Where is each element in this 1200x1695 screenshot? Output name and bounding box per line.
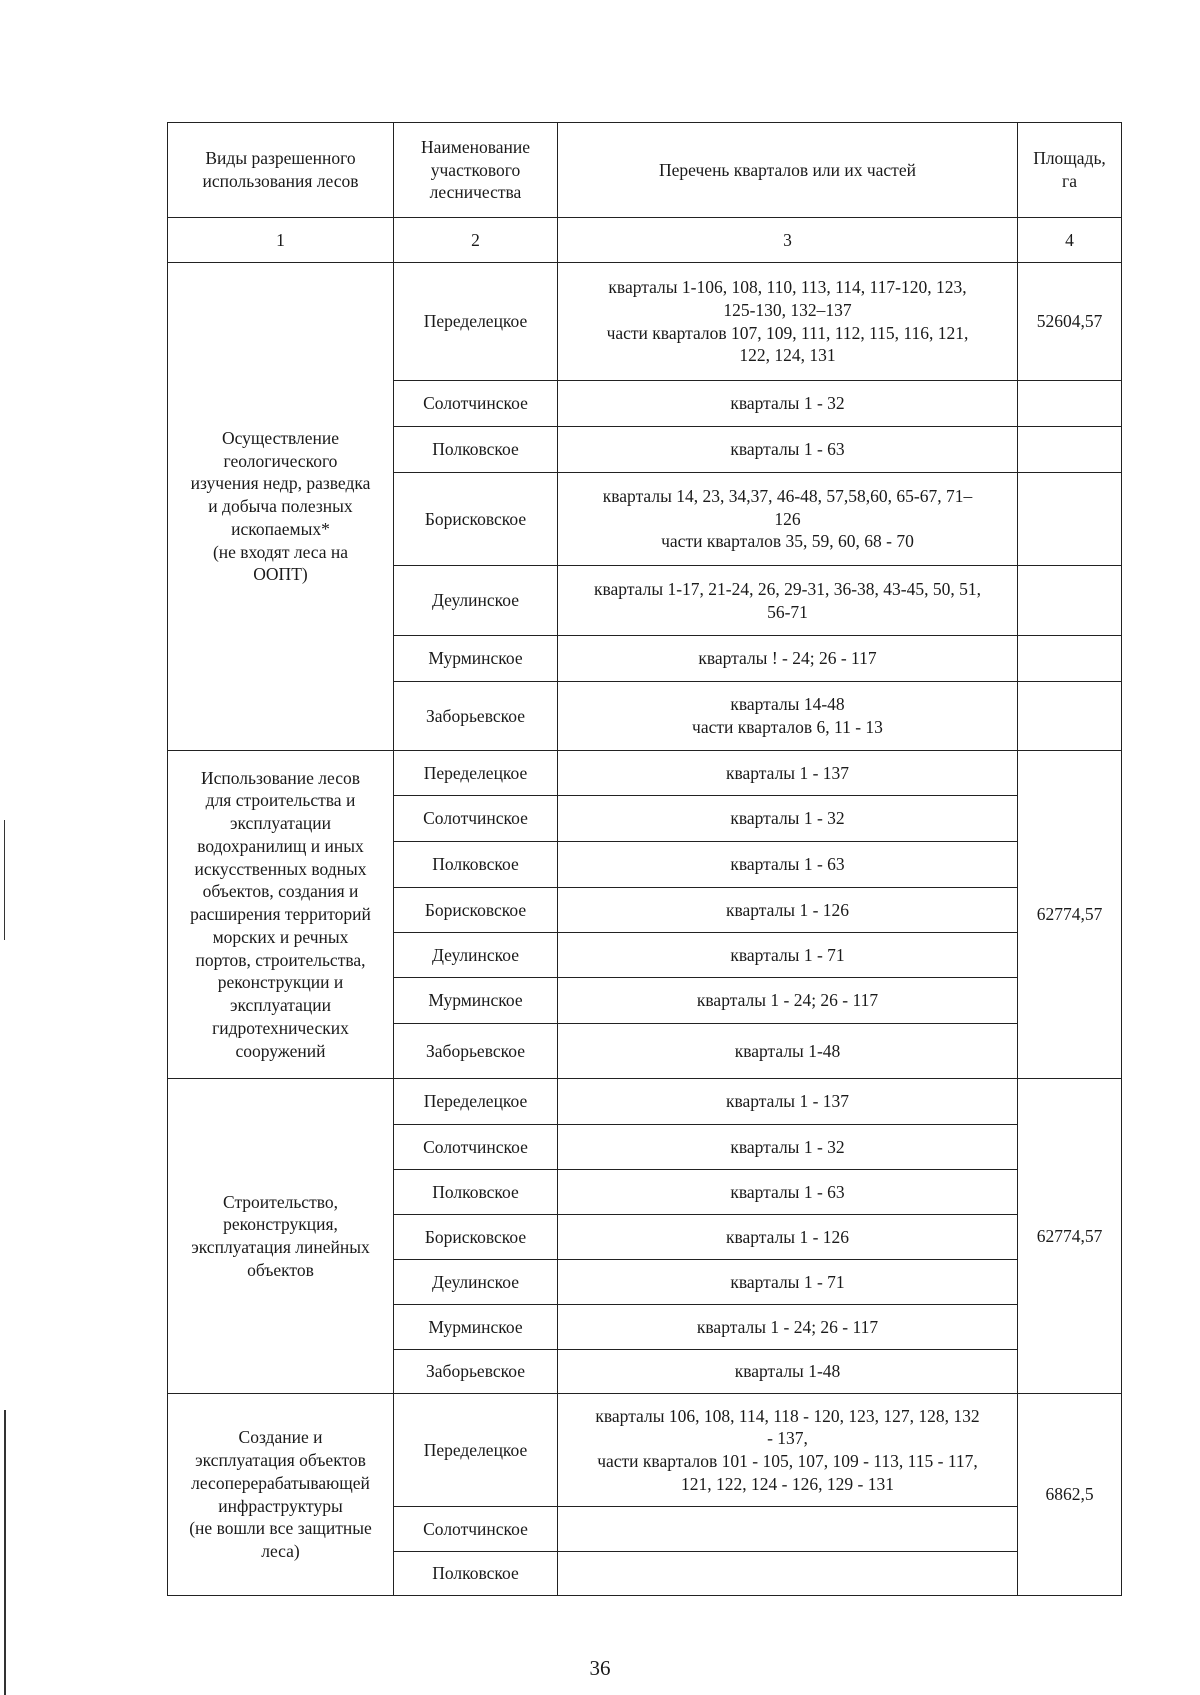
district-cell: Мурминское xyxy=(394,636,558,682)
district-cell: Борисковское xyxy=(394,888,558,933)
area-cell: 62774,57 xyxy=(1018,1079,1122,1394)
header-quarters: Перечень кварталов или их частей xyxy=(558,123,1018,218)
district-cell: Солотчинское xyxy=(394,1507,558,1552)
column-number: 2 xyxy=(394,218,558,263)
district-cell: Борисковское xyxy=(394,1215,558,1260)
quarters-cell: кварталы 1 - 137 xyxy=(558,751,1018,796)
scan-edge-line xyxy=(4,1410,6,1695)
area-cell: 52604,57 xyxy=(1018,263,1122,381)
column-number: 3 xyxy=(558,218,1018,263)
quarters-cell: кварталы 1 - 63 xyxy=(558,842,1018,888)
district-cell: Переделецкое xyxy=(394,1079,558,1125)
quarters-cell xyxy=(558,1552,1018,1596)
quarters-cell: кварталы 1 - 71 xyxy=(558,1260,1018,1305)
quarters-cell: кварталы 106, 108, 114, 118 - 120, 123, 127, 128, 132 - 137, части кварталов 101 - 105, 107, 109 - 113, 115 - 117, 121, 122, 124 - 126, 129 - 131 xyxy=(558,1394,1018,1507)
quarters-cell: кварталы ! - 24; 26 - 117 xyxy=(558,636,1018,682)
use-type-cell: Строительство, реконструкция, эксплуатация линейных объектов xyxy=(168,1079,394,1394)
district-cell: Деулинское xyxy=(394,933,558,978)
quarters-cell: кварталы 1 - 32 xyxy=(558,1125,1018,1170)
district-cell: Полковское xyxy=(394,842,558,888)
quarters-cell: кварталы 1 - 24; 26 - 117 xyxy=(558,1305,1018,1350)
district-cell: Заборьевское xyxy=(394,1024,558,1079)
use-type-cell: Использование лесов для строительства и эксплуатации водохранилищ и иных искусственных водных объектов, создания и расширения территорий морских и речных портов, строительства, реконструкции и эксплуатации гидротехнических сооружений xyxy=(168,751,394,1079)
header-row xyxy=(168,123,1122,218)
quarters-cell: кварталы 1 - 63 xyxy=(558,1170,1018,1215)
district-cell: Мурминское xyxy=(394,1305,558,1350)
area-cell: 62774,57 xyxy=(1018,751,1122,1079)
district-cell: Заборьевское xyxy=(394,682,558,751)
table-row xyxy=(168,1079,1122,1125)
area-cell xyxy=(1018,427,1122,473)
district-cell: Солотчинское xyxy=(394,1125,558,1170)
quarters-cell: кварталы 1-48 xyxy=(558,1350,1018,1394)
use-type-cell: Осуществление геологического изучения недр, разведка и добыча полезных ископаемых* (не входят леса на ООПТ) xyxy=(168,263,394,751)
quarters-cell: кварталы 1 - 32 xyxy=(558,796,1018,842)
page-number: 36 xyxy=(589,1656,611,1680)
area-cell xyxy=(1018,381,1122,427)
scan-edge-line xyxy=(4,820,5,940)
district-cell: Переделецкое xyxy=(394,263,558,381)
column-number-row xyxy=(168,218,1122,263)
column-number: 1 xyxy=(168,218,394,263)
quarters-cell: кварталы 1 - 126 xyxy=(558,888,1018,933)
quarters-cell: кварталы 1 - 24; 26 - 117 xyxy=(558,978,1018,1024)
area-cell xyxy=(1018,473,1122,566)
quarters-cell: кварталы 14, 23, 34,37, 46-48, 57,58,60, 65-67, 71– 126 части кварталов 35, 59, 60, 68 - 70 xyxy=(558,473,1018,566)
table-row xyxy=(168,263,1122,381)
district-cell: Солотчинское xyxy=(394,796,558,842)
quarters-cell: кварталы 1 - 137 xyxy=(558,1079,1018,1125)
quarters-cell: кварталы 1 - 63 xyxy=(558,427,1018,473)
quarters-cell: кварталы 14-48 части кварталов 6, 11 - 13 xyxy=(558,682,1018,751)
district-cell: Деулинское xyxy=(394,566,558,636)
quarters-cell: кварталы 1 - 71 xyxy=(558,933,1018,978)
district-cell: Деулинское xyxy=(394,1260,558,1305)
header-area: Площадь, га xyxy=(1018,123,1122,218)
header-use-type: Виды разрешенного использования лесов xyxy=(168,123,394,218)
quarters-cell: кварталы 1-17, 21-24, 26, 29-31, 36-38, 43-45, 50, 51, 56-71 xyxy=(558,566,1018,636)
use-type-cell: Создание и эксплуатация объектов лесоперерабатывающей инфраструктуры (не вошли все защитные леса) xyxy=(168,1394,394,1596)
column-number: 4 xyxy=(1018,218,1122,263)
quarters-cell: кварталы 1 - 126 xyxy=(558,1215,1018,1260)
district-cell: Борисковское xyxy=(394,473,558,566)
area-cell xyxy=(1018,682,1122,751)
district-cell: Переделецкое xyxy=(394,751,558,796)
quarters-cell xyxy=(558,1507,1018,1552)
table-row xyxy=(168,751,1122,796)
quarters-cell: кварталы 1-48 xyxy=(558,1024,1018,1079)
district-cell: Солотчинское xyxy=(394,381,558,427)
district-cell: Полковское xyxy=(394,1552,558,1596)
table-row xyxy=(168,1394,1122,1507)
area-cell: 6862,5 xyxy=(1018,1394,1122,1596)
area-cell xyxy=(1018,636,1122,682)
district-cell: Мурминское xyxy=(394,978,558,1024)
district-cell: Полковское xyxy=(394,427,558,473)
forest-use-table xyxy=(167,122,1122,1596)
district-cell: Полковское xyxy=(394,1170,558,1215)
quarters-cell: кварталы 1-106, 108, 110, 113, 114, 117-120, 123, 125-130, 132–137 части кварталов 107, 109, 111, 112, 115, 116, 121, 122, 124, 131 xyxy=(558,263,1018,381)
area-cell xyxy=(1018,566,1122,636)
district-cell: Переделецкое xyxy=(394,1394,558,1507)
header-district: Наименование участкового лесничества xyxy=(394,123,558,218)
quarters-cell: кварталы 1 - 32 xyxy=(558,381,1018,427)
district-cell: Заборьевское xyxy=(394,1350,558,1394)
